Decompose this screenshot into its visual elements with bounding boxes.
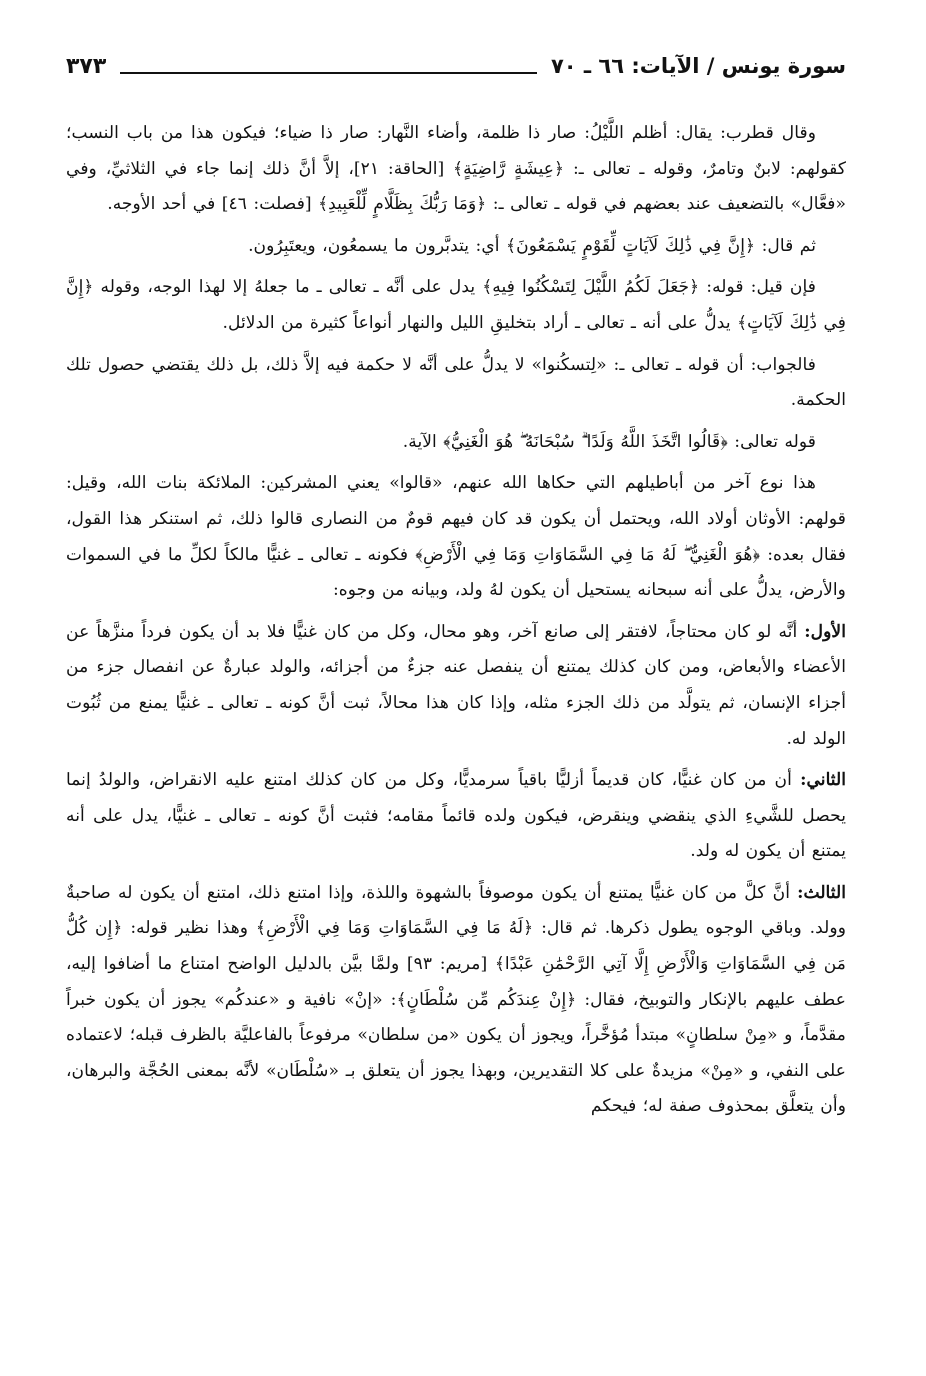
running-header bbox=[66, 48, 846, 84]
paragraph-text: أنَّ كلَّ من كان غنيًّا يمتنع أن يكون موصوفاً بالشهوة واللذة، وإذا امتنع ذلك، امتنع أن يكون له صاحبةٌ وولد. وباقي الوجوه يطول ذكرها. ثم قال: ﴿لَهُ مَا فِي السَّمَاوَاتِ وَمَا فِي الْأَرْضِ﴾ وهذا نظير قوله: ﴿إِن كُلُّ مَن فِي السَّمَاوَاتِ وَالْأَرْضِ إِلَّا آتِي الرَّحْمَٰنِ عَبْدًا﴾ [مريم: ٩٣] ولمَّا بيَّن بالدليل الواضح امتناع ما أضافوا إليه، عطف عليهم بالإنكار والتوبيخ، فقال: ﴿إِنْ عِندَكُم مِّن سُلْطَانٍ﴾: «إنْ» نافية و «عندكُم» يجوز أن يكون خبراً مقدَّماً، و «مِنْ سلطانٍ» مبتدأ مُؤخَّراً، ويجوز أن يكون «من سلطان» مرفوعاً بالفاعليَّة بالظرف قبله؛ لاعتماده على النفي، و «مِنْ» مزيدةٌ على كلا التقديرين، وبهذا يجوز أن يتعلق بـ «سُلْطَان» لأنَّه بمعنى الحُجَّة والبرهان، وأن يتعلَّق بمحذوف صفة له؛ فيحكم bbox=[66, 882, 846, 1117]
paragraph-text: قوله تعالى: ﴿قَالُوا اتَّخَذَ اللَّهُ وَلَدًا ۗ سُبْحَانَهُ ۖ هُوَ الْغَنِيُّ﴾ الآية. bbox=[402, 431, 816, 452]
paragraph-lead: الثاني: bbox=[800, 770, 846, 791]
paragraph bbox=[66, 425, 846, 461]
chapter-title: سورة يونس / الآيات: ٦٦ ـ ٧٠ bbox=[550, 54, 846, 78]
header-rule bbox=[120, 72, 537, 74]
paragraph bbox=[66, 466, 846, 608]
paragraph bbox=[66, 615, 846, 757]
paragraph-lead: الثالث: bbox=[797, 882, 846, 903]
paragraph bbox=[66, 229, 846, 265]
book-page bbox=[66, 48, 846, 1348]
paragraph bbox=[66, 348, 846, 419]
paragraph-text: أنَّه لو كان محتاجاً، لافتقر إلى صانع آخر، وهو محال، وكل من كان غنيًّا فلا بد أن يكون فرداً منزَّهاً عن الأعضاء والأبعاض، ومن كان كذلك يمتنع أن ينفصل عنه جزءٌ من أجزائه، والولد عبارةٌ عن انفصال جزء من أجزاء الإنسان، ثم يتولَّد من ذلك الجزء مثله، وإذا كان هذا محالاً، ثبت أنَّ كونه ـ تعالى ـ غنيًّا يمنع من ثُبُوت الولد له. bbox=[66, 621, 846, 749]
page-number: ٣٧٣ bbox=[66, 53, 107, 79]
paragraph bbox=[66, 763, 846, 870]
page-body bbox=[66, 116, 846, 1125]
paragraph bbox=[66, 876, 846, 1125]
paragraph-text: هذا نوع آخر من أباطيلهم التي حكاها الله عنهم، «قالوا» يعني المشركين: الملائكة بنات الله، وقيل: قولهم: الأوثان أولاد الله، ويحتمل أن يكون قد كان فيهم قومٌ من النصارى قالوا ذلك، ثم استنكر هذا القول، فقال بعده: ﴿هُوَ الْغَنِيُّ ۖ لَهُ مَا فِي السَّمَاوَاتِ وَمَا فِي الْأَرْضِ﴾ فكونه ـ تعالى ـ غنيًّا مالكاً لكلِّ ما في السموات والأرض، يدلُّ على أنه سبحانه يستحيل أن يكون لهُ ولد، وبيانه من وجوه: bbox=[66, 473, 846, 601]
paragraph bbox=[66, 270, 846, 341]
paragraph-text: أن من كان غنيًّا، كان قديماً أزليًّا باقياً سرمديًّا، وكل من كان كذلك امتنع عليه الانقراض، والولدُ إنما يحصل للشَّيءِ الذي ينقضي وينقرض، فيكون ولده قائماً مقامه؛ فثبت أنَّ كونه ـ تعالى ـ غنيًّا، يدل على أنه يمتنع أن يكون له ولد. bbox=[66, 770, 846, 862]
paragraph bbox=[66, 116, 846, 223]
paragraph-text: وقال قطرب: يقال: أظلم اللَّيْلُ: صار ذا ظلمة، وأضاء النَّهار: صار ذا ضياء؛ فيكون هذا من باب النسب؛ كقولهم: لابنٌ وتامرٌ، وقوله ـ تعالى ـ: ﴿عِيشَةٍ رَّاضِيَةٍ﴾ [الحاقة: ٢١]، إلاَّ أنَّ ذلك إنما جاء في الثلاثيِّ، وفي «فعَّال» بالتضعيف عند بعضهم في قوله ـ تعالى ـ: ﴿وَمَا رَبُّكَ بِظَلَّامٍ لِّلْعَبِيدِ﴾ [فصلت: ٤٦] في أحد الأوجه. bbox=[66, 123, 847, 215]
paragraph-lead: الأول: bbox=[804, 621, 846, 642]
paragraph-text: فإن قيل: قوله: ﴿جَعَلَ لَكُمُ اللَّيْلَ لِتَسْكُنُوا فِيهِ﴾ يدل على أنَّه ـ تعالى ـ ما جعلهُ إلا لهذا الوجه، وقوله ﴿إِنَّ فِي ذَٰلِكَ لَآيَاتٍ﴾ يدلُّ على أنه ـ تعالى ـ أراد بتخليقِ الليل والنهار أنواعاً كثيرة من الدلائل. bbox=[66, 277, 846, 333]
paragraph-text: فالجواب: أن قوله ـ تعالى ـ: «لِتسكُنوا» لا يدلُّ على أنَّه لا حكمة فيه إلاَّ ذلك، بل ذلك يقتضي حصول تلك الحكمة. bbox=[66, 354, 846, 411]
paragraph-text: ثم قال: ﴿إِنَّ فِي ذَٰلِكَ لَآيَاتٍ لِّقَوْمٍ يَسْمَعُونَ﴾ أي: يتدبَّرون ما يسمعُون، ويعتَبِرُون. bbox=[248, 235, 816, 256]
